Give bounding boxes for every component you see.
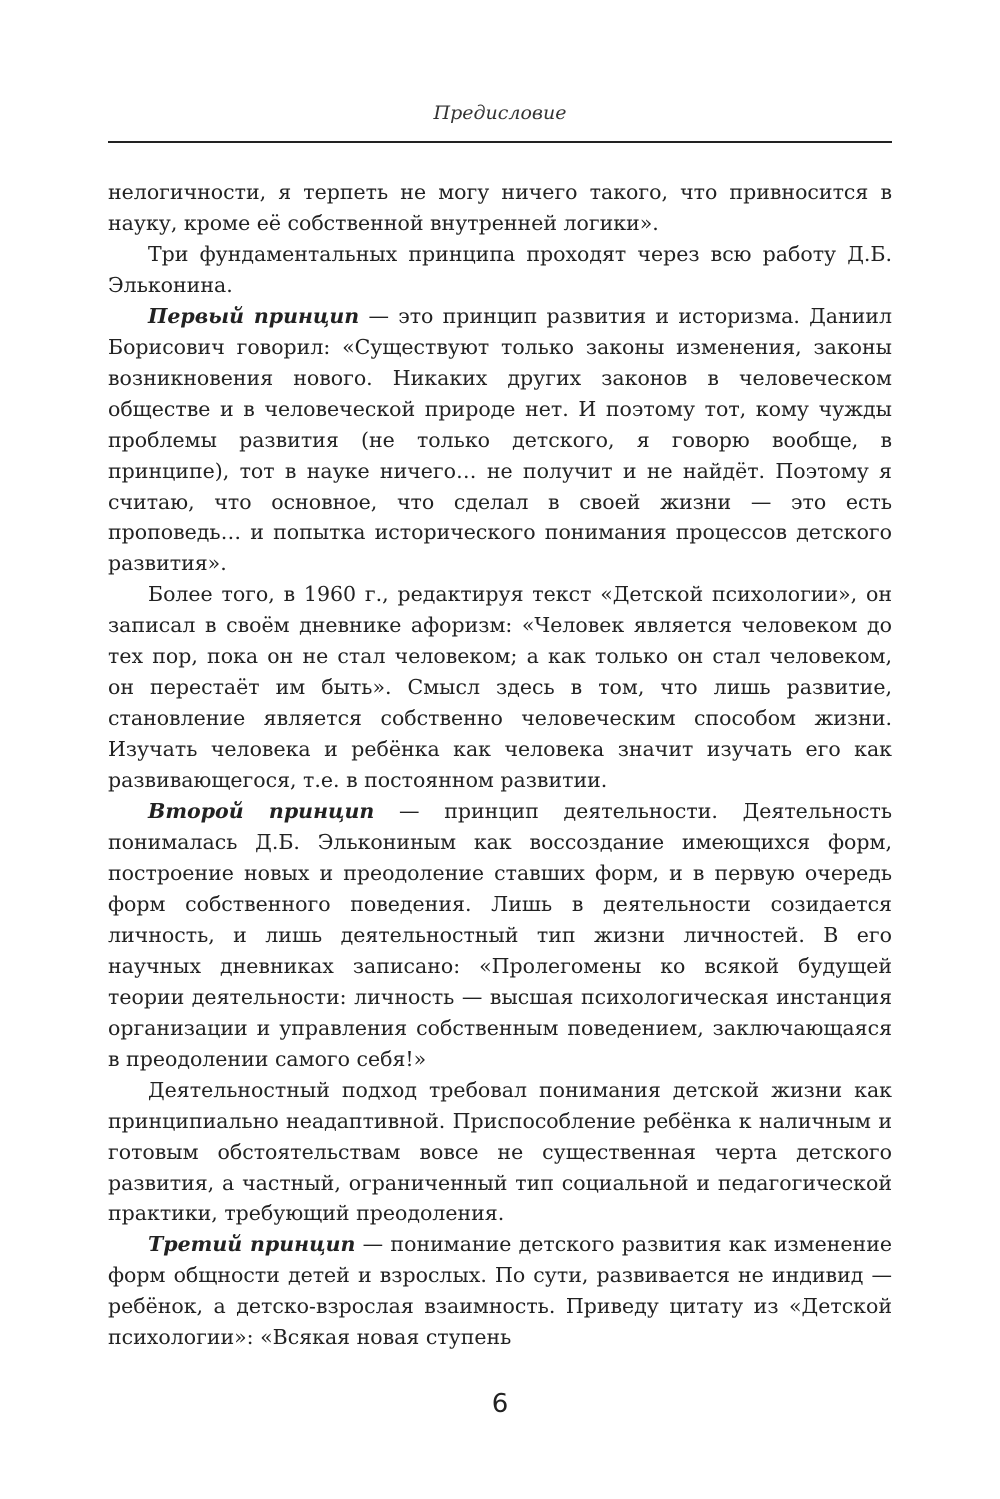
paragraph-text: — принцип деятельности. Деятельность понималась Д.Б. Элькониным как воссоздание имеющихся форм, построение новых и преодоление ставших форм, и в первую очередь форм собственного поведения. Лишь в деятельности созидается личность, и лишь деятельностный тип жизни личностей. В его научных дневниках записано: «Пролегомены ко всякой будущей теории деятельности: личность — высшая психологическая инстанция организации и управления собственным поведением, заключающаяся в преодолении самого себя!» xyxy=(108,799,892,1071)
paragraph-1 xyxy=(108,177,892,239)
paragraph-2 xyxy=(108,239,892,301)
page-number: 6 xyxy=(491,1389,509,1419)
paragraph-4 xyxy=(108,579,892,796)
paragraph-text: Более того, в 1960 г., редактируя текст «Детской психологии», он записал в своём дневнике афоризм: «Человек является человеком до тех пор, пока он не стал человеком; а как только он стал человеком, он перестаёт им быть». Смысл здесь в том, что лишь развитие, становление является собственно человеческим способом жизни. Изучать человека и ребёнка как человека значит изучать его как развивающегося, т.е. в постоянном развитии. xyxy=(108,582,892,793)
paragraph-text: Три фундаментальных принципа проходят через всю работу Д.Б. Эльконина. xyxy=(108,241,892,297)
paragraph-text: — это принцип развития и историзма. Даниил Борисович говорил: «Существуют только законы изменения, законы возникновения нового. Никаких других законов в человеческом обществе и в человеческой природе нет. И поэтому тот, кому чужды проблемы развития (не только детского, я говорю вообще, в принципе), тот в науке ничего… не получит и не найдёт. Поэтому я считаю, что основное, что сделал в своей жизни — это есть проповедь… и попытка исторического понимания процессов детского развития». xyxy=(108,303,892,576)
paragraph-lead: Второй принцип xyxy=(148,799,375,824)
paragraph-6 xyxy=(108,1075,892,1230)
paragraph-lead: Первый принцип xyxy=(148,303,360,328)
paragraph-7 xyxy=(108,1229,892,1353)
paragraph-lead: Третий принцип xyxy=(148,1232,356,1257)
paragraph-text: нелогичности, я терпеть не могу ничего такого, что привносится в науку, кроме её собственной внутренней логики». xyxy=(108,180,892,235)
paragraph-5 xyxy=(108,796,892,1075)
body-text xyxy=(108,177,892,1353)
header-rule xyxy=(108,141,892,143)
paragraph-text: Деятельностный подход требовал понимания детской жизни как принципиально неадаптивной. Приспособление ребёнка к наличным и готовым обстоятельствам вовсе не существенная черта детского развития, а частный, ограниченный тип социальной и педагогической практики, требующий преодоления. xyxy=(108,1077,892,1226)
paragraph-3 xyxy=(108,301,892,580)
paragraph-text: — понимание детского развития как изменение форм общности детей и взрослых. По сути, развивается не индивид — ребёнок, а детско-взрослая взаимность. Приведу цитату из «Детской психологии»: «Всякая новая ступень xyxy=(108,1232,892,1350)
running-head: Предисловие xyxy=(433,102,567,124)
